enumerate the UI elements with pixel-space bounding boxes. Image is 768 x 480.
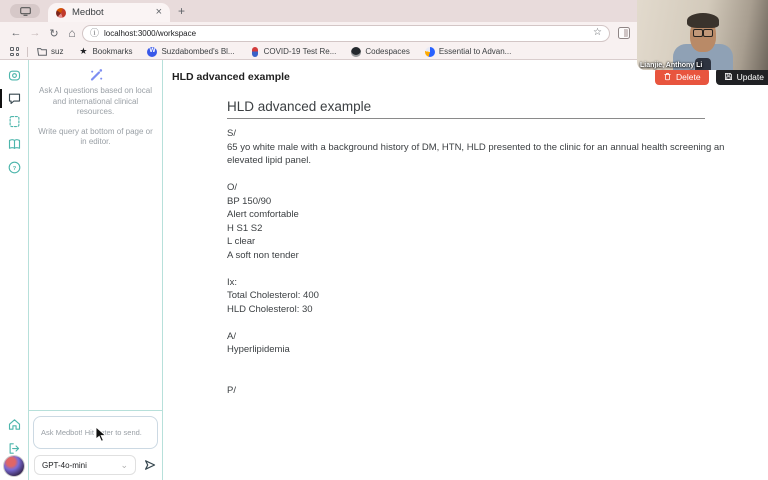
doc-line[interactable]: S/ <box>227 128 236 139</box>
doc-line[interactable]: O/ <box>227 182 238 193</box>
tab-search-button[interactable] <box>10 4 40 18</box>
help-globe-icon[interactable] <box>7 160 22 175</box>
window-icon <box>20 7 31 16</box>
library-book-icon[interactable] <box>7 137 22 152</box>
forward-icon[interactable]: → <box>29 27 41 39</box>
chat-icon[interactable] <box>7 91 22 106</box>
delete-button[interactable] <box>655 68 709 85</box>
doc-line[interactable]: Alert comfortable <box>227 209 299 220</box>
doc-line[interactable]: Total Cholesterol: 400 <box>227 290 319 301</box>
doc-line[interactable]: 65 yo white male with a background history of DM, HTN, HLD presented to the clinic for an annual health screening an <box>227 141 725 153</box>
chat-intro-secondary: Write query at bottom of page or in editor. <box>38 126 153 146</box>
browser-tab-medbot[interactable] <box>48 3 170 22</box>
bookmark-label: Suzdabombed's Bl... <box>161 47 235 56</box>
home-nav-icon[interactable] <box>7 417 22 432</box>
github-icon <box>351 47 361 57</box>
bookmark-label: COVID-19 Test Re... <box>263 47 337 56</box>
selected-indicator <box>0 89 2 108</box>
document-title[interactable]: HLD advanced example <box>227 99 372 114</box>
doc-line[interactable] <box>227 370 757 384</box>
model-row <box>34 455 159 475</box>
bookmark-label: Codespaces <box>365 47 410 56</box>
doc-line[interactable]: Hyperlipidemia <box>227 344 290 355</box>
reload-icon[interactable]: ↻ <box>49 27 59 40</box>
bookmark-covid-test[interactable] <box>250 47 337 57</box>
delete-label: Delete <box>676 71 701 82</box>
side-panel-icon[interactable] <box>618 27 630 39</box>
trash-icon <box>663 72 672 81</box>
title-divider <box>227 118 705 119</box>
doc-line[interactable]: elevated lipid panel. <box>227 155 311 166</box>
star-icon: ★ <box>79 46 88 56</box>
url-bar[interactable] <box>82 25 610 42</box>
webcam-name-label: Lianjie, Anthony Li <box>640 62 703 69</box>
home-icon[interactable]: ⌂ <box>68 26 76 40</box>
bookmarks-divider <box>27 47 28 57</box>
chat-intro-primary: Ask AI questions based on local and international clinical resources. <box>39 86 152 116</box>
svg-text:?: ? <box>12 166 17 172</box>
model-selector[interactable] <box>34 455 136 475</box>
doc-line[interactable] <box>227 262 757 276</box>
tab-close-icon[interactable]: × <box>155 6 162 18</box>
note-actions <box>655 68 768 85</box>
bookmark-codespaces[interactable] <box>351 47 409 57</box>
doc-line[interactable]: A soft non tender <box>227 249 299 261</box>
bookmark-label: suz <box>51 47 64 56</box>
doc-line[interactable]: HLD Cholesterol: 30 <box>227 303 313 315</box>
medbot-favicon-icon <box>56 8 66 18</box>
covid-test-icon <box>252 47 258 57</box>
chat-panel <box>28 60 163 480</box>
user-avatar[interactable] <box>4 456 24 476</box>
document-body[interactable] <box>227 127 757 397</box>
send-button[interactable] <box>143 458 157 472</box>
workspace-content <box>163 60 768 480</box>
webcam-overlay <box>637 0 768 70</box>
apps-grid-icon[interactable] <box>10 47 19 56</box>
page-title: HLD advanced example <box>172 71 290 83</box>
new-tab-button[interactable]: + <box>178 4 186 18</box>
doc-line[interactable] <box>227 168 757 182</box>
website-icon <box>425 47 435 57</box>
logout-icon[interactable] <box>7 441 22 456</box>
doc-line[interactable] <box>227 357 757 371</box>
model-selected-label: GPT-4o-mini <box>42 460 87 470</box>
doc-line[interactable]: P/ <box>227 384 236 396</box>
wordpress-icon: W <box>147 47 157 57</box>
update-label: Update <box>736 71 764 82</box>
chevron-down-icon: ⌄ <box>120 459 128 470</box>
bookmark-bookmarks[interactable] <box>78 47 132 57</box>
doc-line[interactable]: Ix: <box>227 276 238 288</box>
bookmark-label: Essential to Advan... <box>438 47 512 56</box>
webcam-person-glasses <box>693 29 713 36</box>
bookmark-suzdabombed[interactable] <box>147 47 234 57</box>
icon-rail <box>0 60 28 480</box>
bookmark-essential[interactable] <box>425 47 512 57</box>
back-icon[interactable]: ← <box>10 27 22 39</box>
doc-line[interactable]: BP 150/90 <box>227 195 272 207</box>
save-icon <box>724 72 733 81</box>
site-info-icon[interactable]: ⓘ <box>90 27 100 38</box>
bookmark-label: Bookmarks <box>92 47 133 56</box>
bookmark-star-icon[interactable]: ☆ <box>593 27 602 38</box>
record-icon[interactable] <box>7 68 22 83</box>
doc-line[interactable] <box>227 316 757 330</box>
doc-line[interactable]: L clear <box>227 236 256 247</box>
doc-line[interactable]: H S1 S2 <box>227 222 263 234</box>
sparkle-ai-icon <box>88 67 104 83</box>
mouse-cursor <box>95 426 107 448</box>
doc-line[interactable]: A/ <box>227 330 236 342</box>
medbot-app <box>0 60 768 480</box>
bookmark-suz[interactable] <box>37 47 63 57</box>
tab-title: Medbot <box>72 7 104 18</box>
folder-icon <box>37 47 47 57</box>
update-button[interactable] <box>716 68 768 85</box>
url-text[interactable]: localhost:3000/workspace <box>104 28 197 38</box>
webcam-person-hair <box>687 13 719 28</box>
draft-document-icon[interactable] <box>7 114 22 129</box>
